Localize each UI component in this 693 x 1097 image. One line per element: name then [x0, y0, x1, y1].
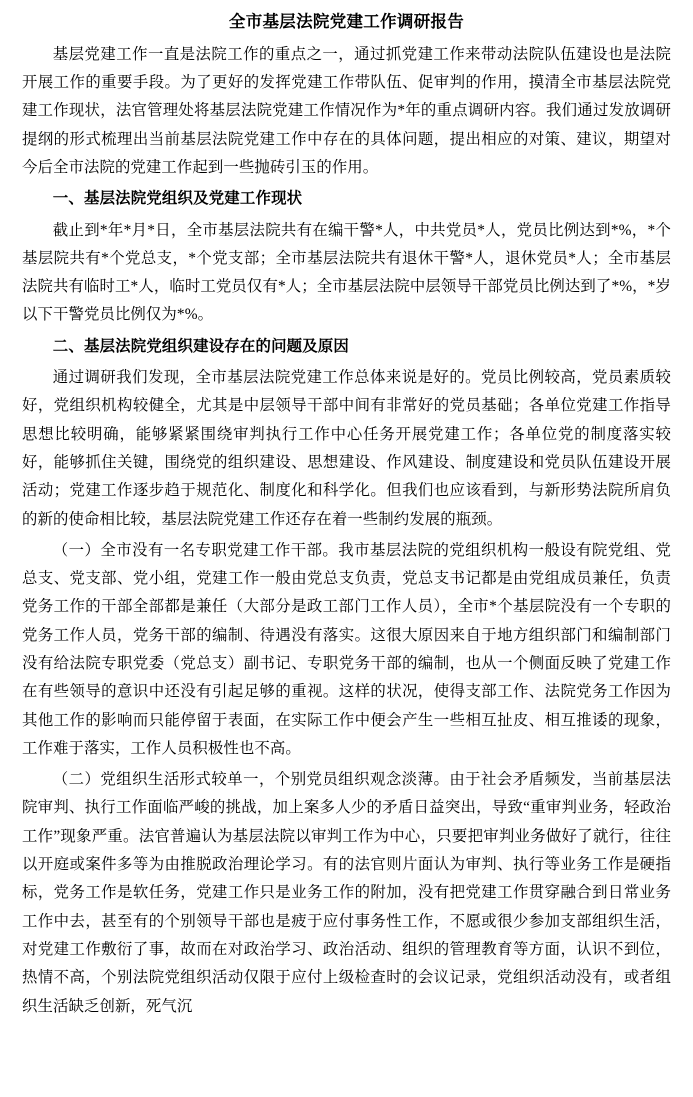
page-title: 全市基层法院党建工作调研报告	[228, 13, 465, 31]
paragraph-intro: 基层党建工作一直是法院工作的重点之一，通过抓党建工作来带动法院队伍建设也是法院开展工作的重要手段。为了更好的发挥党建工作带队伍、促审判的作用，摸清全市基层法院党建工作现状，法官管理处将基层法院党建工作情况作为*年的重点调研内容。我们通过发放调研提纲的形式梳理出当前基层法院党建工作中存在的具体问题，提出相应的对策、建议，期望对今后全市法院的党建工作起到一些抛砖引玉的作用。	[22, 45, 671, 176]
section-heading-two: 二、基层法院党组织建设存在的问题及原因	[52, 337, 350, 355]
paragraph-statistics: 截止到*年*月*日，全市基层法院共有在编干警*人，中共党员*人，党员比例达到*%，*个基层院共有*个党总支，*个党支部；全市基层法院共有退休干警*人，退休党员*人；全市基层法院共有临时工*人，临时工党员仅有*人；全市基层法院中层领导干部党员比例达到了*%，*岁以下干警党员比例仅为*%。	[22, 221, 671, 324]
section-heading-one: 一、基层法院党组织及党建工作现状	[52, 190, 303, 208]
paragraph-overview: 通过调研我们发现，全市基层法院党建工作总体来说是好的。党员比例较高，党员素质较好，党组织机构较健全，尤其是中层领导干部中间有非常好的党员基础；各单位党建工作指导思想比较明确，能够紧紧围绕审判执行工作中心任务开展党建工作；各单位党的制度落实较好，能够抓住关键，围绕党的组织建设、思想建设、作风建设、制度建设和党员队伍建设开展活动；党建工作逐步趋于规范化、制度化和科学化。但我们也应该看到，与新形势法院所肩负的新的使命相比较，基层法院党建工作还存在着一些制约发展的瓶颈。	[22, 369, 671, 528]
paragraph-issue-two: （二）党组织生活形式较单一，个别党员组织观念淡薄。由于社会矛盾频发，当前基层法院审判、执行工作面临严峻的挑战，加上案多人少的矛盾日益突出，导致“重审判业务，轻政治工作”现象严重。法官普遍认为基层法院以审判工作为中心，只要把审判业务做好了就行，往往以开庭或案件多等为由推脱政治理论学习。有的法官则片面认为审判、执行等业务工作是硬指标，党务工作是软任务，党建工作只是业务工作的附加，没有把党建工作贯穿融合到日常业务工作中去，甚至有的个别领导干部也是疲于应付事务性工作，不愿或很少参加支部组织生活，对党建工作敷衍了事，故而在对政治学习、政治活动、组织的管理教育等方面，认识不到位，热情不高，个别法院党组织活动仅限于应付上级检查时的会议记录，党组织活动没有，或者组织生活缺乏创新，死气沉	[22, 771, 671, 1015]
paragraph-issue-one: （一）全市没有一名专职党建工作干部。我市基层法院的党组织机构一般设有院党组、党总支、党支部、党小组，党建工作一般由党总支负责，党总支书记都是由党组成员兼任，负责党务工作的干部全部都是兼任（大部分是政工部门工作人员），全市*个基层院没有一个专职的党务工作人员，党务干部的编制、待遇没有落实。这很大原因来自于地方组织部门和编制部门没有给法院专职党委（党总支）副书记、专职党务干部的编制，也从一个侧面反映了党建工作在有些领导的意识中还没有引起足够的重视。这样的状况，使得支部工作、法院党务工作因为其他工作的影响而只能停留于表面，在实际工作中便会产生一些相互扯皮、相互推诿的现象，工作难于落实，工作人员积极性也不高。	[22, 541, 671, 757]
